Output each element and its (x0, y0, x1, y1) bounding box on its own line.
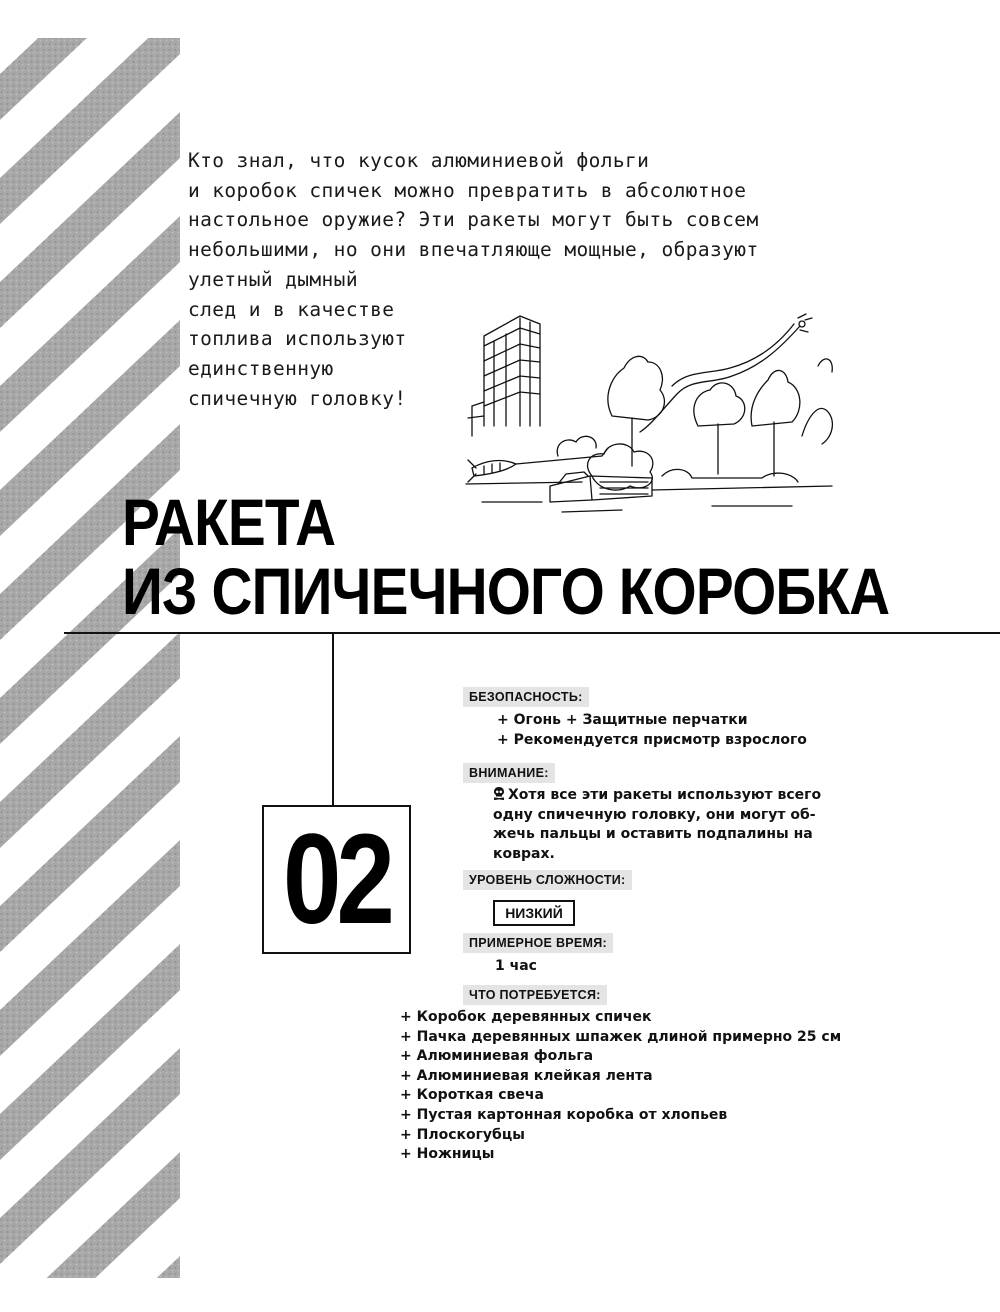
difficulty-label: УРОВЕНЬ СЛОЖНОСТИ: (463, 870, 632, 890)
list-item: + Пачка деревянных шпажек длиной примерно 25 см (400, 1028, 842, 1045)
list-item: + Алюминиевая клейкая лента (400, 1067, 653, 1084)
intro-line: настольное оружие? Эти ракеты могут быть совсем (188, 208, 759, 232)
warning-label: ВНИМАНИЕ: (463, 763, 555, 783)
intro-line: небольшими, но они впечатляюще мощные, образуют (188, 238, 759, 262)
stripe-band (0, 736, 180, 952)
warning-line: одну спичечную головку, они могут об- (493, 806, 816, 823)
stripe-band (0, 944, 180, 1160)
park-rocket-illustration (462, 306, 840, 518)
title-line-1: РАКЕТА (122, 485, 336, 559)
safety-item: + Рекомендуется присмотр взрослого (497, 732, 807, 748)
diagonal-stripes-decoration (0, 0, 180, 1312)
safety-item: + Огонь + Защитные перчатки (497, 712, 748, 728)
vertical-connector (332, 632, 334, 806)
time-value: 1 час (495, 958, 537, 974)
safety-label: БЕЗОПАСНОСТЬ: (463, 687, 589, 707)
warning-line: жечь пальцы и оставить подпалины на (493, 826, 813, 842)
stripe-band (0, 632, 180, 848)
project-number: 02 (283, 808, 390, 951)
list-item: + Плоскогубцы (400, 1126, 525, 1143)
stripe-band (0, 112, 180, 328)
project-number-box (262, 805, 411, 954)
list-item: + Алюминиевая фольга (400, 1048, 594, 1065)
intro-line: Кто знал, что кусок алюминиевой фольги (188, 149, 650, 172)
time-label: ПРИМЕРНОЕ ВРЕМЯ: (463, 933, 613, 953)
warning-line: коврах. (493, 845, 555, 862)
intro-line: единственную (188, 356, 334, 380)
intro-line: и коробок спичек можно превратить в абсолютное (188, 178, 747, 202)
difficulty-badge: НИЗКИЙ (493, 900, 575, 926)
stripe-band (0, 840, 180, 1056)
stripe-band (0, 8, 180, 224)
stripe-band (0, 1048, 180, 1264)
title-line-2: ИЗ СПИЧЕЧНОГО КОРОБКА (122, 554, 890, 628)
warning-text (493, 786, 853, 864)
horizontal-divider (64, 632, 1000, 634)
stripe-band (0, 216, 180, 432)
intro-line: след и в качестве (188, 297, 395, 321)
list-item: + Короткая свеча (400, 1087, 544, 1104)
list-item: + Коробок деревянных спичек (400, 1009, 652, 1025)
list-item: + Пустая картонная коробка от хлопьев (400, 1106, 728, 1123)
project-title (122, 485, 890, 628)
intro-line: топлива используют (188, 327, 407, 351)
stripe-band (0, 0, 180, 16)
intro-line: улетный дымный (188, 267, 358, 291)
skull-icon (493, 786, 505, 800)
materials-list (400, 1008, 841, 1165)
intro-line: спичечную головку! (188, 386, 407, 410)
materials-label: ЧТО ПОТРЕБУЕТСЯ: (463, 985, 607, 1005)
warning-line: Хотя все эти ракеты используют всего (508, 787, 822, 803)
list-item: + Ножницы (400, 1146, 495, 1163)
